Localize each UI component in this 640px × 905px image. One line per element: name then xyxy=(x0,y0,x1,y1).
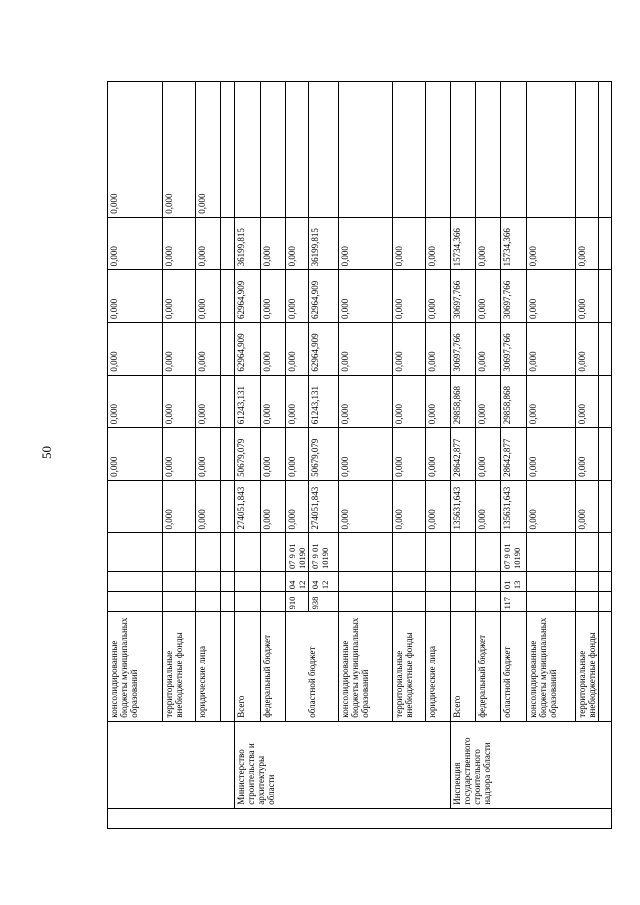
section-code-cell xyxy=(576,571,599,591)
funding-source-cell xyxy=(221,612,235,721)
value-cell: 0,000 xyxy=(476,322,501,375)
value-cell xyxy=(599,375,612,428)
value-cell: 0,000 xyxy=(426,322,451,375)
table-row xyxy=(451,82,476,829)
funding-source-cell: юридические лица xyxy=(426,612,451,721)
ga-code-cell xyxy=(339,592,393,612)
value-cell: 15734,366 xyxy=(501,217,527,270)
section-code-cell xyxy=(235,571,261,591)
value-cell xyxy=(286,82,309,218)
value-cell xyxy=(599,270,612,323)
value-cell: 0,000 xyxy=(476,428,501,481)
value-cell: 0,000 xyxy=(163,322,196,375)
ga-code-cell xyxy=(393,592,426,612)
funding-source-cell: территориальные внебюджетные фонды xyxy=(163,612,196,721)
value-cell: 0,000 xyxy=(286,375,309,428)
table-row xyxy=(339,82,393,829)
value-cell: 0,000 xyxy=(339,322,393,375)
value-cell: 0,000 xyxy=(527,480,576,533)
section-code-cell: 01 13 xyxy=(501,571,527,591)
funding-source-cell: федеральный бюджет xyxy=(476,612,501,721)
value-cell: 0,000 xyxy=(286,322,309,375)
funding-source-cell: консолидированные бюджеты муниципальных образований xyxy=(108,612,163,721)
ga-code-cell xyxy=(235,592,261,612)
value-cell: 0,000 xyxy=(108,82,163,218)
value-cell: 62964,909 xyxy=(235,322,261,375)
value-cell: 0,000 xyxy=(527,428,576,481)
table-row xyxy=(527,82,576,829)
value-cell: 29858,868 xyxy=(451,375,476,428)
value-cell: 15734,366 xyxy=(451,217,476,270)
value-cell: 0,000 xyxy=(163,428,196,481)
section-code-cell xyxy=(196,571,221,591)
table-row xyxy=(108,82,163,829)
funding-source-cell: территориальные внебюджетные фонды xyxy=(576,612,599,721)
value-cell: 0,000 xyxy=(339,217,393,270)
ga-code-cell xyxy=(599,592,612,612)
value-cell: 0,000 xyxy=(286,217,309,270)
table-row xyxy=(196,82,221,829)
ga-code-cell xyxy=(426,592,451,612)
value-cell: 0,000 xyxy=(196,217,221,270)
value-cell: 0,000 xyxy=(261,217,286,270)
value-cell: 0,000 xyxy=(393,480,426,533)
table-row xyxy=(261,82,286,829)
value-cell: 0,000 xyxy=(426,270,451,323)
value-cell: 0,000 xyxy=(286,480,309,533)
funding-source-cell: областной бюджет xyxy=(501,612,527,721)
program-code-cell xyxy=(599,533,612,571)
section-code-cell: 04 12 xyxy=(286,571,309,591)
value-cell xyxy=(527,82,576,218)
value-cell: 274051,843 xyxy=(235,480,261,533)
value-cell xyxy=(339,82,393,218)
funding-source-cell: территориальные внебюджетные фонды xyxy=(393,612,426,721)
ga-code-cell xyxy=(576,592,599,612)
section-code-cell xyxy=(221,571,235,591)
value-cell: 0,000 xyxy=(527,375,576,428)
section-code-cell xyxy=(599,571,612,591)
program-code-cell xyxy=(476,533,501,571)
value-cell: 0,000 xyxy=(339,480,393,533)
program-code-cell xyxy=(527,533,576,571)
value-cell: 62964,909 xyxy=(309,322,339,375)
program-code-cell xyxy=(235,533,261,571)
table-row xyxy=(235,82,261,829)
funding-source-cell: консолидированные бюджеты муниципальных образований xyxy=(527,612,576,721)
program-code-cell xyxy=(451,533,476,571)
section-code-cell xyxy=(476,571,501,591)
ga-code-cell xyxy=(108,592,163,612)
ga-code-cell: 938 xyxy=(309,592,339,612)
blank-cell xyxy=(108,808,612,828)
value-cell xyxy=(476,82,501,218)
value-cell: 28642,877 xyxy=(451,428,476,481)
page-number: 50 xyxy=(39,446,54,459)
ga-code-cell xyxy=(196,592,221,612)
value-cell xyxy=(221,375,235,428)
section-code-cell xyxy=(163,571,196,591)
value-cell xyxy=(108,480,163,533)
value-cell xyxy=(599,480,612,533)
value-cell: 28642,877 xyxy=(501,428,527,481)
value-cell: 0,000 xyxy=(476,217,501,270)
funding-source-cell xyxy=(599,612,612,721)
value-cell xyxy=(221,480,235,533)
program-code-cell xyxy=(163,533,196,571)
value-cell xyxy=(426,82,451,218)
value-cell: 0,000 xyxy=(108,217,163,270)
value-cell: 0,000 xyxy=(196,428,221,481)
value-cell: 274051,843 xyxy=(309,480,339,533)
value-cell: 0,000 xyxy=(476,375,501,428)
ga-code-cell xyxy=(476,592,501,612)
ga-code-cell xyxy=(527,592,576,612)
program-code-cell: 07 9 01 10190 xyxy=(309,533,339,571)
table-row xyxy=(426,82,451,829)
table-row xyxy=(501,82,527,829)
funding-source-cell: федеральный бюджет xyxy=(261,612,286,721)
value-cell xyxy=(599,322,612,375)
program-code-cell xyxy=(576,533,599,571)
value-cell: 0,000 xyxy=(576,375,599,428)
value-cell: 62964,909 xyxy=(235,270,261,323)
value-cell: 30697,766 xyxy=(501,270,527,323)
funding-source-cell: консолидированные бюджеты муниципальных образований xyxy=(339,612,393,721)
value-cell: 0,000 xyxy=(261,375,286,428)
section-code-cell xyxy=(451,571,476,591)
value-cell: 0,000 xyxy=(108,375,163,428)
value-cell xyxy=(451,82,476,218)
program-code-cell xyxy=(339,533,393,571)
value-cell: 0,000 xyxy=(527,322,576,375)
value-cell: 0,000 xyxy=(393,428,426,481)
value-cell xyxy=(309,82,339,218)
budget-table-rotated xyxy=(107,81,597,829)
value-cell: 0,000 xyxy=(426,480,451,533)
value-cell: 0,000 xyxy=(196,270,221,323)
ga-code-cell xyxy=(221,592,235,612)
value-cell: 0,000 xyxy=(426,428,451,481)
value-cell: 0,000 xyxy=(476,270,501,323)
value-cell xyxy=(261,82,286,218)
value-cell: 0,000 xyxy=(163,82,196,218)
budget-table xyxy=(107,81,612,829)
ga-code-cell: 117 xyxy=(501,592,527,612)
program-code-cell: 07 9 01 10190 xyxy=(501,533,527,571)
value-cell xyxy=(393,82,426,218)
section-code-cell xyxy=(339,571,393,591)
section-code-cell xyxy=(527,571,576,591)
value-cell xyxy=(221,217,235,270)
value-cell: 50679,079 xyxy=(235,428,261,481)
value-cell xyxy=(599,217,612,270)
value-cell: 0,000 xyxy=(163,217,196,270)
value-cell: 0,000 xyxy=(163,480,196,533)
value-cell: 0,000 xyxy=(339,375,393,428)
ga-code-cell xyxy=(163,592,196,612)
value-cell: 62964,909 xyxy=(309,270,339,323)
value-cell: 0,000 xyxy=(196,322,221,375)
ga-code-cell xyxy=(451,592,476,612)
program-code-cell xyxy=(196,533,221,571)
table-row xyxy=(393,82,426,829)
funding-source-cell: юридические лица xyxy=(196,612,221,721)
program-code-cell xyxy=(393,533,426,571)
table-row xyxy=(221,82,235,829)
value-cell: 0,000 xyxy=(196,82,221,218)
value-cell: 0,000 xyxy=(426,217,451,270)
value-cell: 0,000 xyxy=(163,270,196,323)
value-cell: 0,000 xyxy=(576,270,599,323)
value-cell: 0,000 xyxy=(261,428,286,481)
table-row xyxy=(286,82,309,829)
value-cell xyxy=(235,82,261,218)
funding-source-cell: Всего xyxy=(451,612,476,721)
organization-cell: Министерство строительства и архитектуры области xyxy=(235,721,451,808)
value-cell: 30697,766 xyxy=(451,322,476,375)
value-cell: 36199,815 xyxy=(235,217,261,270)
table-row xyxy=(163,82,196,829)
table-row xyxy=(576,82,599,829)
funding-source-cell: Всего xyxy=(235,612,261,721)
value-cell: 0,000 xyxy=(527,217,576,270)
table-row xyxy=(476,82,501,829)
value-cell: 0,000 xyxy=(286,270,309,323)
program-code-cell xyxy=(261,533,286,571)
organization-cell: Инспекция государственного строительного надзора области xyxy=(451,721,612,808)
value-cell: 0,000 xyxy=(108,270,163,323)
table-row xyxy=(599,82,612,829)
value-cell: 0,000 xyxy=(527,270,576,323)
ga-code-cell: 910 xyxy=(286,592,309,612)
value-cell xyxy=(576,82,599,218)
program-code-cell xyxy=(221,533,235,571)
value-cell: 0,000 xyxy=(576,480,599,533)
section-code-cell: 04 12 xyxy=(309,571,339,591)
value-cell xyxy=(221,82,235,218)
value-cell: 0,000 xyxy=(393,217,426,270)
value-cell: 0,000 xyxy=(393,270,426,323)
value-cell: 29858,868 xyxy=(501,375,527,428)
section-code-cell xyxy=(108,571,163,591)
value-cell: 0,000 xyxy=(108,428,163,481)
budget-table-frame xyxy=(107,81,597,829)
value-cell: 0,000 xyxy=(196,375,221,428)
value-cell: 0,000 xyxy=(426,375,451,428)
value-cell: 30697,766 xyxy=(501,322,527,375)
value-cell: 135631,643 xyxy=(501,480,527,533)
value-cell: 0,000 xyxy=(196,480,221,533)
value-cell: 30697,766 xyxy=(451,270,476,323)
funding-source-cell: областной бюджет xyxy=(286,612,339,721)
value-cell xyxy=(599,428,612,481)
value-cell: 61243,131 xyxy=(235,375,261,428)
value-cell: 0,000 xyxy=(261,480,286,533)
value-cell: 0,000 xyxy=(108,322,163,375)
value-cell: 36199,815 xyxy=(309,217,339,270)
value-cell: 61243,131 xyxy=(309,375,339,428)
value-cell xyxy=(501,82,527,218)
program-code-cell: 07 9 01 10190 xyxy=(286,533,309,571)
organization-cell xyxy=(108,721,235,808)
value-cell xyxy=(221,322,235,375)
section-code-cell xyxy=(426,571,451,591)
value-cell: 0,000 xyxy=(476,480,501,533)
value-cell: 0,000 xyxy=(339,428,393,481)
value-cell xyxy=(599,82,612,218)
value-cell: 0,000 xyxy=(261,270,286,323)
value-cell: 0,000 xyxy=(339,270,393,323)
value-cell: 0,000 xyxy=(393,322,426,375)
value-cell: 0,000 xyxy=(576,428,599,481)
value-cell: 135631,643 xyxy=(451,480,476,533)
value-cell xyxy=(221,428,235,481)
value-cell: 0,000 xyxy=(393,375,426,428)
value-cell: 0,000 xyxy=(576,217,599,270)
program-code-cell xyxy=(108,533,163,571)
value-cell xyxy=(221,270,235,323)
value-cell: 0,000 xyxy=(576,322,599,375)
section-code-cell xyxy=(393,571,426,591)
ga-code-cell xyxy=(261,592,286,612)
value-cell: 50679,079 xyxy=(309,428,339,481)
value-cell: 0,000 xyxy=(261,322,286,375)
value-cell: 0,000 xyxy=(286,428,309,481)
section-code-cell xyxy=(261,571,286,591)
value-cell: 0,000 xyxy=(163,375,196,428)
program-code-cell xyxy=(426,533,451,571)
